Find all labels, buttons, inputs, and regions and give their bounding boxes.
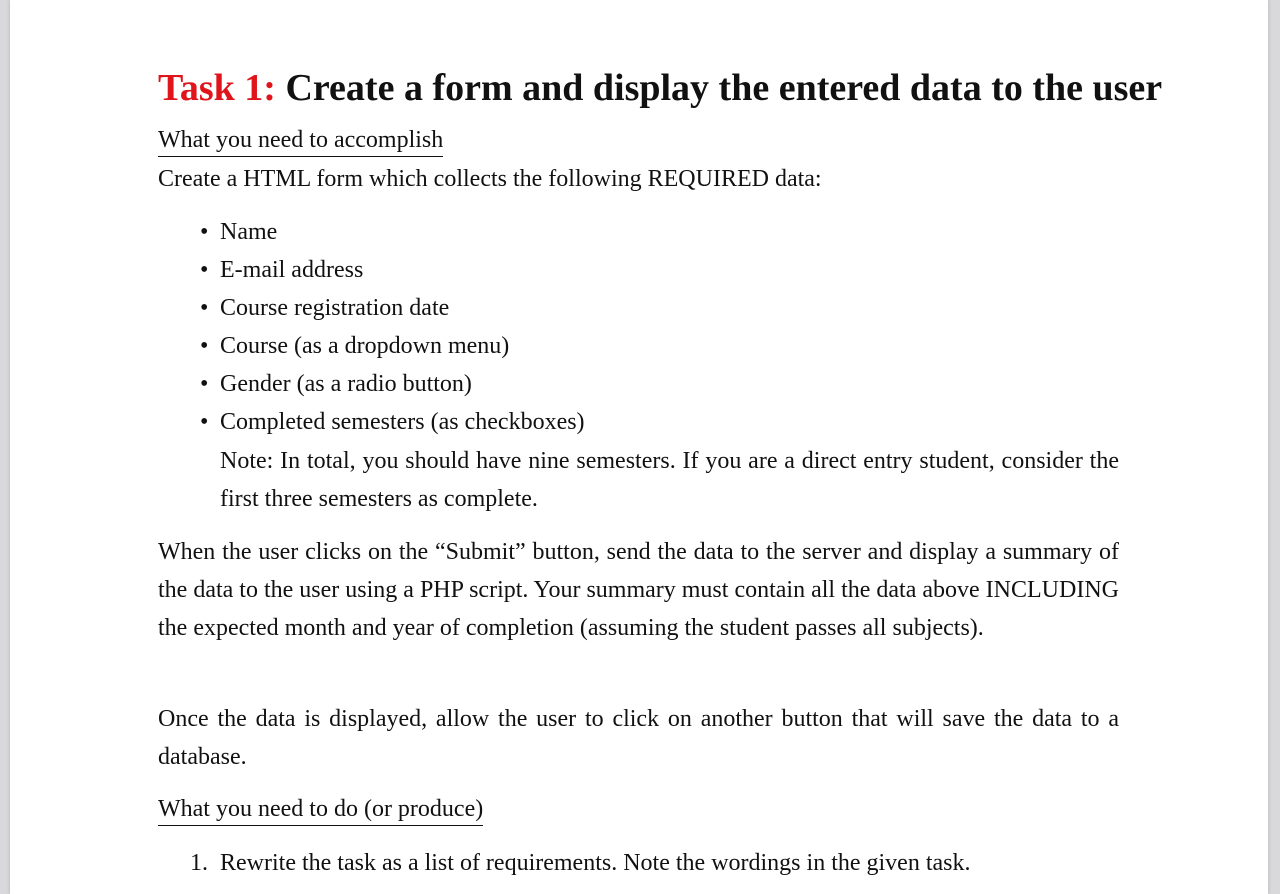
list-item xyxy=(158,844,1119,882)
section-heading-accomplish: What you need to accomplish xyxy=(158,124,443,157)
bullet-icon: • xyxy=(200,295,209,321)
list-item-text: Gender (as a radio button) xyxy=(220,371,472,397)
deliverables-list xyxy=(158,844,1119,882)
list-item xyxy=(158,213,1119,251)
bullet-icon: • xyxy=(200,371,209,397)
submit-paragraph: When the user clicks on the “Submit” button, send the data to the server and display a summary of the data to the user using a PHP script. Your summary must contain all the data above INCLUDING the expected month and year of completion (assuming the student passes all subjects). xyxy=(158,539,1119,641)
list-item-text: Rewrite the task as a list of requirements. Note the wordings in the given task. xyxy=(220,850,971,876)
list-item-text: Course registration date xyxy=(220,295,450,321)
list-item-text: Completed semesters (as checkboxes) xyxy=(220,409,585,435)
intro-paragraph: Create a HTML form which collects the following REQUIRED data: xyxy=(158,166,822,192)
list-item-text: Course (as a dropdown menu) xyxy=(220,333,510,359)
bullet-icon: • xyxy=(200,333,209,359)
section-heading-produce: What you need to do (or produce) xyxy=(158,793,483,826)
task-title-text: Create a form and display the entered data to the user xyxy=(285,67,1163,109)
document-page xyxy=(10,0,1268,894)
list-number: 1. xyxy=(190,850,208,876)
list-item xyxy=(158,289,1119,327)
list-item xyxy=(158,327,1119,365)
task-number: Task 1: xyxy=(158,67,276,109)
page-title xyxy=(158,62,1163,114)
bullet-icon: • xyxy=(200,257,209,283)
required-data-list xyxy=(158,213,1119,441)
list-item-text: E-mail address xyxy=(220,257,364,283)
list-item xyxy=(158,403,1119,441)
semester-note: Note: In total, you should have nine semesters. If you are a direct entry student, consider the first three semesters as complete. xyxy=(220,448,1119,512)
list-item-text: Name xyxy=(220,219,278,245)
list-item xyxy=(158,251,1119,289)
list-item xyxy=(158,365,1119,403)
bullet-icon: • xyxy=(200,409,209,435)
save-paragraph: Once the data is displayed, allow the user to click on another button that will save the data to a database. xyxy=(158,706,1119,770)
bullet-icon: • xyxy=(200,219,209,245)
